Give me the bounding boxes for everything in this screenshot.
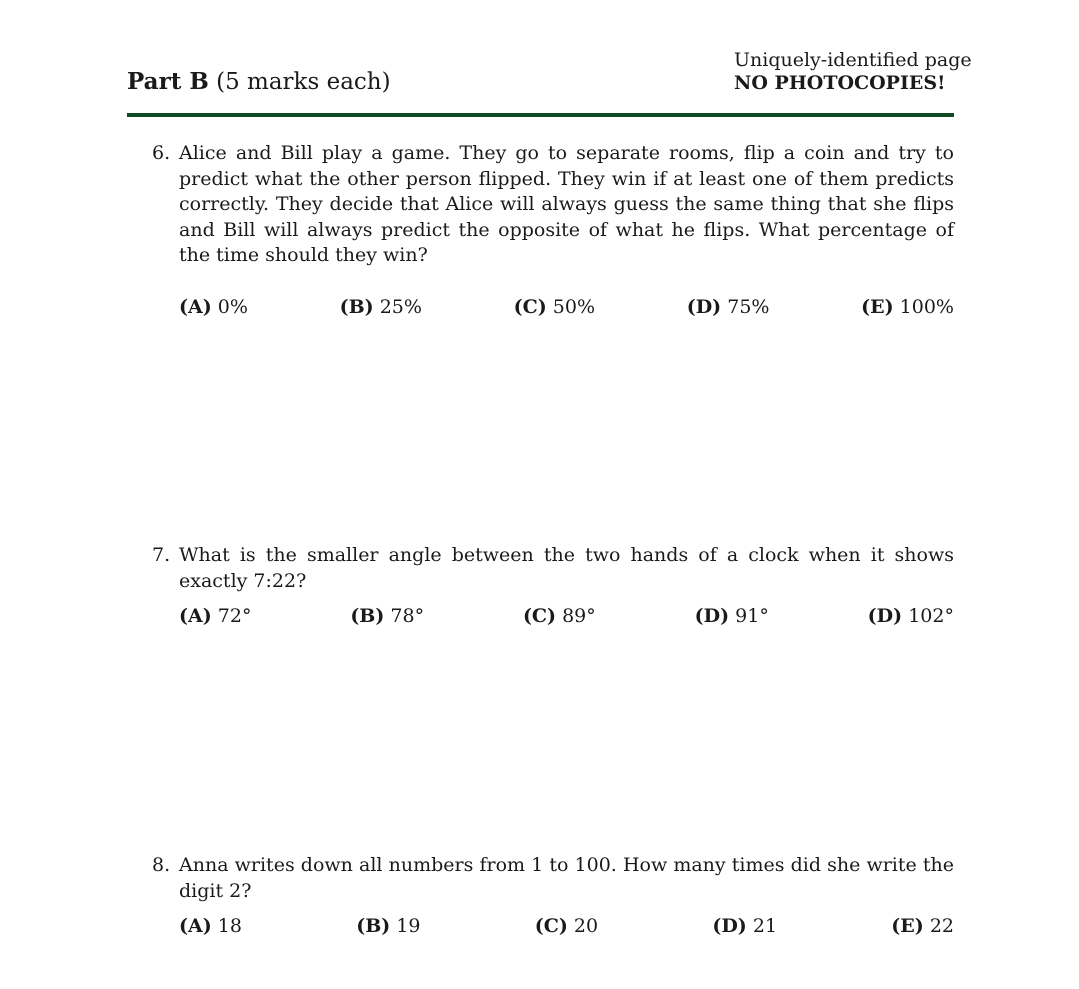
choice-c: (C) 20 (534, 915, 599, 937)
answer-choices-6 (179, 295, 954, 319)
choice-d: (D) 75% (686, 296, 770, 318)
choice-d: (D) 91° (694, 605, 769, 627)
question-number: 6. (152, 142, 171, 164)
question-7 (152, 543, 954, 594)
answer-choices-7 (179, 604, 954, 628)
part-label: Part B (127, 68, 209, 95)
question-number: 7. (152, 544, 171, 566)
page-id-line: Uniquely-identified page (734, 49, 972, 71)
page-notice (734, 49, 972, 95)
question-text: Anna writes down all numbers from 1 to 100. How many times did she write the digit 2? (179, 854, 954, 902)
part-marks: (5 marks each) (216, 69, 391, 95)
answer-choices-8 (179, 914, 954, 938)
header-rule (127, 113, 954, 117)
choice-e: (E) 100% (861, 296, 954, 318)
choice-a: (A) 0% (179, 296, 248, 318)
no-photocopies-notice: NO PHOTOCOPIES! (734, 72, 946, 94)
choice-b: (B) 25% (339, 296, 422, 318)
question-6 (152, 141, 954, 269)
part-heading (127, 68, 391, 96)
question-number: 8. (152, 854, 171, 876)
choice-c: (C) 89° (522, 605, 596, 627)
question-text: Alice and Bill play a game. They go to separate rooms, flip a coin and try to predict what the other person flipped. They win if at least one of them predicts correctly. They decide that Alice will always guess the same thing that she flips and Bill will always predict the opposite of what he flips. What percentage of the time should they win? (179, 142, 954, 266)
choice-a: (A) 18 (179, 915, 242, 937)
choice-b: (B) 19 (356, 915, 421, 937)
choice-d: (D) 21 (712, 915, 778, 937)
choice-e: (E) 22 (891, 915, 954, 937)
question-text: What is the smaller angle between the two hands of a clock when it shows exactly 7:22? (179, 544, 954, 592)
choice-b: (B) 78° (350, 605, 425, 627)
choice-e: (D) 102° (867, 605, 954, 627)
choice-a: (A) 72° (179, 605, 252, 627)
choice-c: (C) 50% (513, 296, 596, 318)
question-8 (152, 853, 954, 904)
